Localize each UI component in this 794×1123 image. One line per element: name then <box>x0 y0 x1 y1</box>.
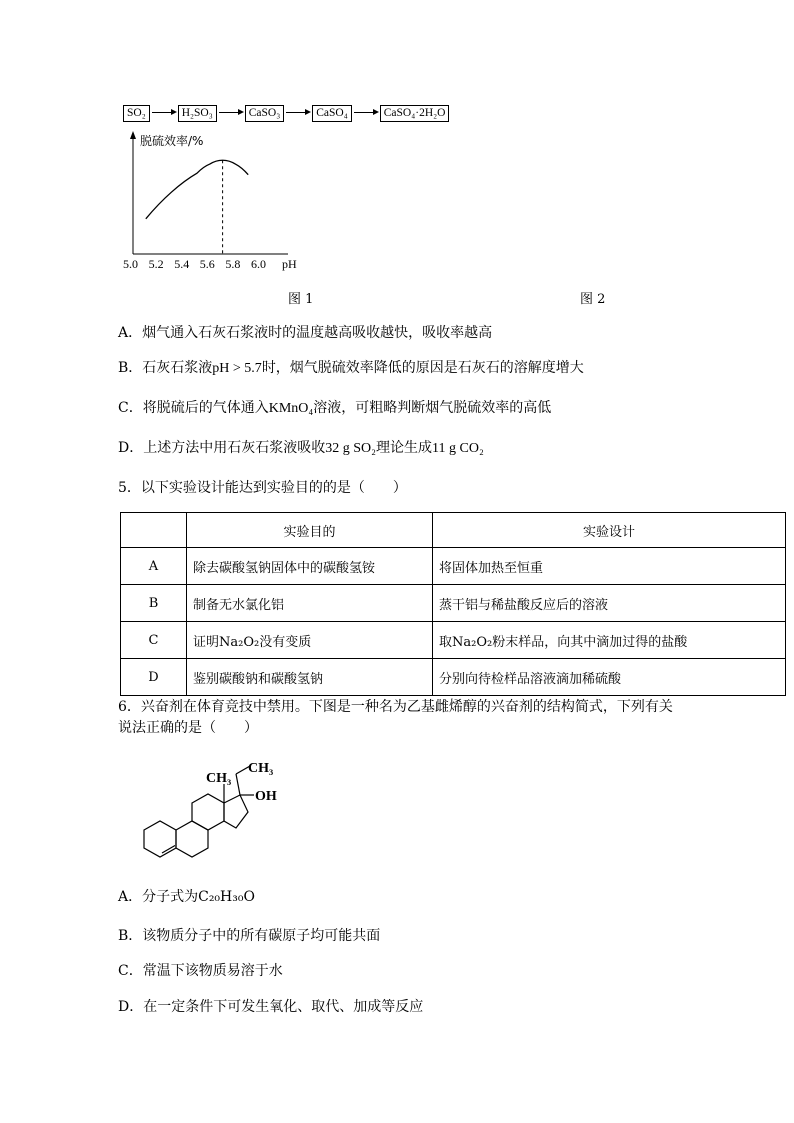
arrow-icon <box>284 105 312 121</box>
table-row <box>121 622 786 659</box>
flow-box-caso4: CaSO₄ <box>312 105 352 122</box>
ch3-top-label: CH₃ <box>248 761 274 776</box>
q4-b-text2: 时，烟气脱硫效率降低的原因是石灰石的溶解度增大 <box>261 360 584 376</box>
q5-table <box>120 512 786 696</box>
table-header-cell: 实验设计 <box>433 513 786 548</box>
x-tick-label: 6.0 <box>251 257 266 271</box>
q6-stem-line2: 说法正确的是（ ） <box>118 720 258 736</box>
table-cell: 分别向待检样品溶液滴加稀硫酸 <box>433 659 786 696</box>
ring-b <box>176 821 208 857</box>
q4-c-text2: 溶液，可粗略判断烟气脱硫效率的高低 <box>313 400 552 416</box>
q6-option-b: B．该物质分子中的所有碳原子均可能共面 <box>118 928 381 944</box>
q4-option-b <box>118 358 584 379</box>
table-header-row <box>121 513 786 548</box>
table-cell: C <box>121 622 187 659</box>
table-header-cell: 实验目的 <box>187 513 433 548</box>
ring-d <box>224 795 248 828</box>
q4-option-a: A．烟气通入石灰石浆液时的温度越高吸收越快，吸收率越高 <box>118 325 493 341</box>
x-tick-label: 5.8 <box>225 257 241 271</box>
x-axis-label: pH <box>282 257 297 271</box>
q4-c-text1: C．将脱硫后的气体通入 <box>118 400 269 416</box>
table-cell: 证明Na₂O₂没有变质 <box>187 622 433 659</box>
q6-option-c: C．常温下该物质易溶于水 <box>118 963 283 979</box>
table-row <box>121 585 786 622</box>
table-cell: 蒸干铝与稀盐酸反应后的溶液 <box>433 585 786 622</box>
arrow-icon <box>352 105 380 121</box>
flow-box-caso3: CaSO₃ <box>245 105 285 122</box>
q6-option-a: A．分子式为C₂₀H₃₀O <box>118 889 255 905</box>
q4-d-math1: 32 g SO₂ <box>325 441 377 456</box>
ring-a <box>144 821 176 857</box>
q4-c-math: KMnO₄ <box>268 401 314 416</box>
reaction-flow <box>123 104 449 122</box>
ring-c <box>192 794 224 830</box>
q6-option-d: D．在一定条件下可发生氧化、取代、加成等反应 <box>118 999 424 1015</box>
fig2-caption: 图 2 <box>580 292 606 307</box>
table-cell: 取Na₂O₂粉末样品，向其中滴加过得的盐酸 <box>433 622 786 659</box>
table-cell: A <box>121 548 187 585</box>
q4-d-text1: D．上述方法中用石灰石浆液吸收 <box>118 440 326 456</box>
flow-box-gypsum: CaSO₄·2H₂O <box>380 105 450 122</box>
table-cell: B <box>121 585 187 622</box>
q4-d-text2: 理论生成 <box>376 440 433 456</box>
ethyl-bond1 <box>236 774 240 795</box>
table-header-cell <box>121 513 187 548</box>
y-axis-arrow-icon <box>130 131 136 139</box>
q4-b-math: pH > 5.7 <box>212 361 262 376</box>
q4-option-d <box>118 438 484 459</box>
table-cell: 制备无水氯化铝 <box>187 585 433 622</box>
x-tick-label: 5.6 <box>199 257 215 271</box>
q4-b-text1: B．石灰石浆液 <box>118 360 213 376</box>
x-tick-label: 5.2 <box>148 257 164 271</box>
table-row <box>121 659 786 696</box>
y-axis-label: 脱硫效率/% <box>140 134 204 148</box>
arrow-icon <box>150 105 178 121</box>
ch3-left-label: CH₃ <box>206 771 232 786</box>
table-cell: D <box>121 659 187 696</box>
q4-d-math2: 11 g CO₂ <box>432 441 484 456</box>
ethylestrenol-structure <box>118 752 288 870</box>
table-row <box>121 548 786 585</box>
fig1-caption: 图 1 <box>288 292 314 307</box>
oh-label: OH <box>255 789 277 804</box>
arrow-icon <box>217 105 245 121</box>
table-cell: 除去碳酸氢钠固体中的碳酸氢铵 <box>187 548 433 585</box>
flow-box-h2so3: H₂SO₃ <box>178 105 217 122</box>
desulfurization-chart <box>110 128 320 276</box>
table-cell: 鉴别碳酸钠和碳酸氢钠 <box>187 659 433 696</box>
efficiency-curve <box>146 160 248 219</box>
x-tick-label: 5.4 <box>174 257 190 271</box>
q5-stem: 5．以下实验设计能达到实验目的的是（ ） <box>118 480 407 496</box>
q6-stem-line1: 6．兴奋剂在体育竞技中禁用。下图是一种名为乙基雌烯醇的兴奋剂的结构简式，下列有关 <box>118 699 673 715</box>
q4-option-c <box>118 398 551 419</box>
x-tick-labels <box>123 257 266 271</box>
x-tick-label: 5.0 <box>123 257 138 271</box>
flow-box-so2: SO₂ <box>123 105 150 122</box>
table-cell: 将固体加热至恒重 <box>433 548 786 585</box>
